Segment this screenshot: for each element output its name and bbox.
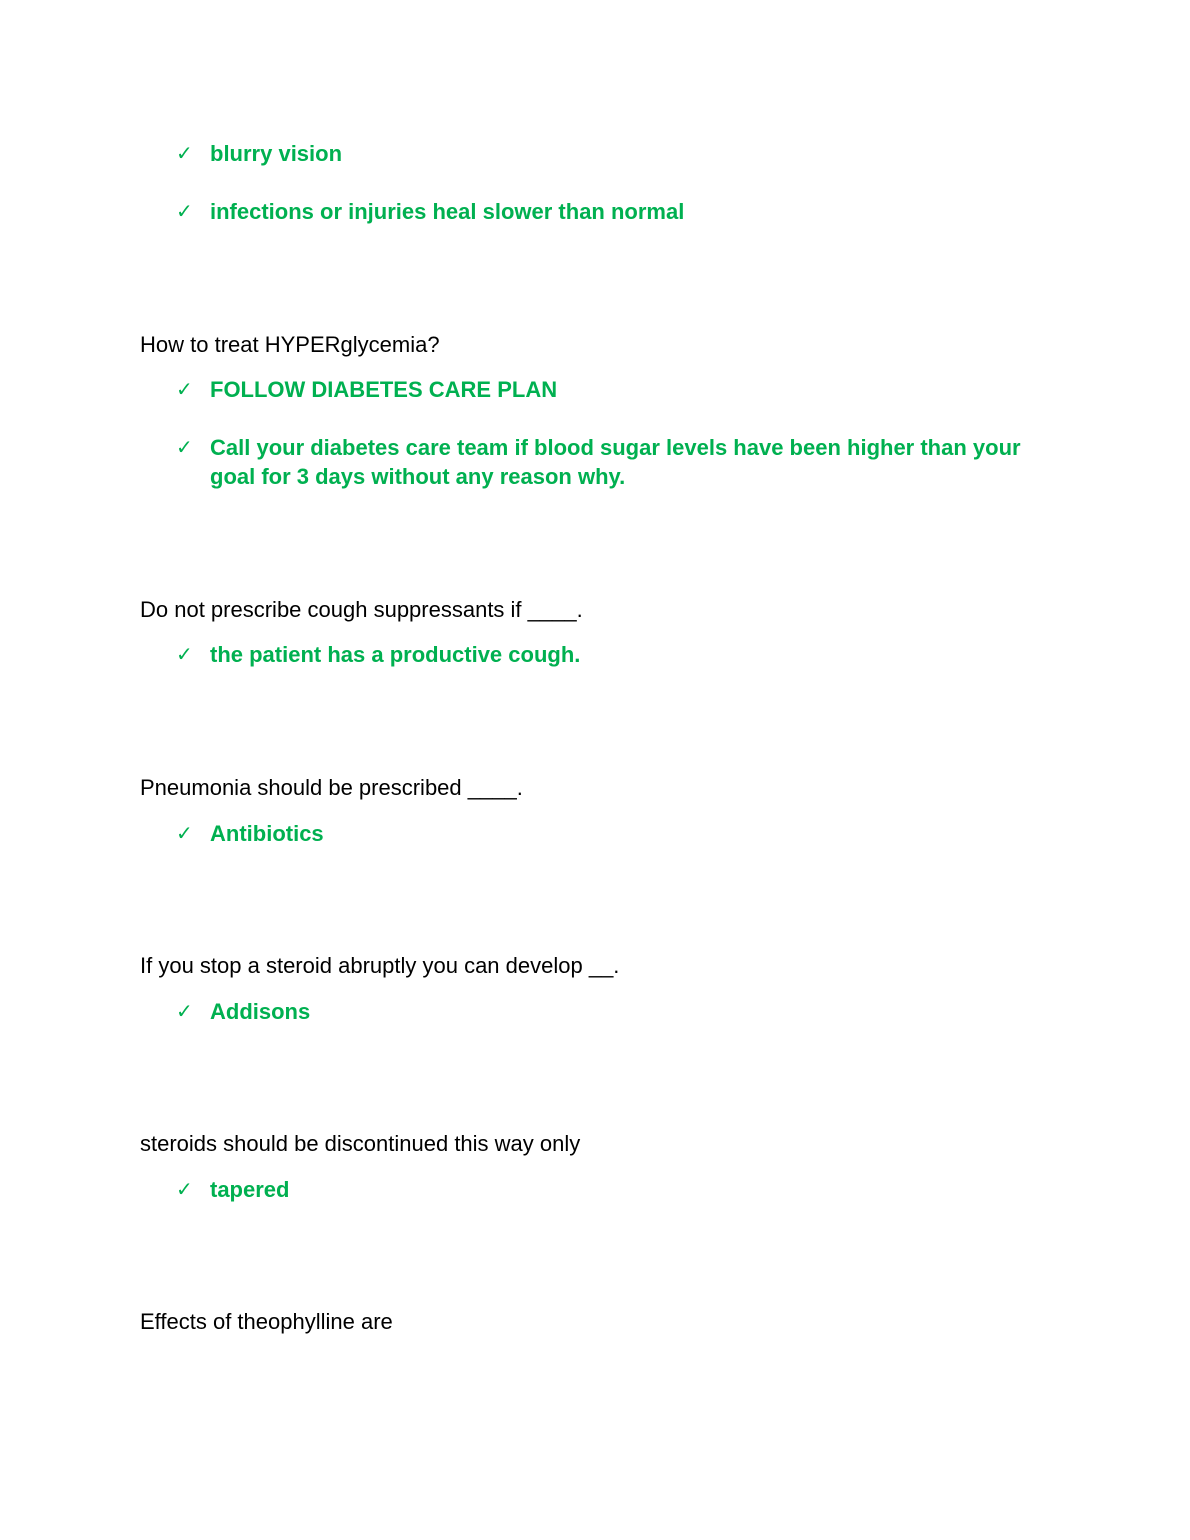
answer-item: FOLLOW DIABETES CARE PLAN — [210, 377, 558, 402]
checkmark-icon: ✓ — [176, 377, 193, 401]
checkmark-icon: ✓ — [176, 435, 193, 459]
answer-item: Antibiotics — [210, 821, 324, 846]
question-text: Effects of theophylline are — [140, 1309, 393, 1334]
answer-item: blurry vision — [210, 141, 343, 166]
question-text: Do not prescribe cough suppressants if ____. — [140, 597, 583, 622]
checkmark-icon: ✓ — [176, 141, 193, 165]
question-text: If you stop a steroid abruptly you can develop __. — [140, 953, 620, 978]
question-text: How to treat HYPERglycemia? — [140, 332, 440, 357]
checkmark-icon: ✓ — [176, 999, 193, 1023]
answer-item: the patient has a productive cough. — [210, 642, 581, 667]
checkmark-icon: ✓ — [176, 821, 193, 845]
question-text: steroids should be discontinued this way only — [140, 1131, 581, 1156]
checkmark-icon: ✓ — [176, 642, 193, 666]
answer-item: tapered — [210, 1177, 290, 1202]
answer-item: infections or injuries heal slower than normal — [210, 199, 685, 224]
checkmark-icon: ✓ — [176, 1177, 193, 1201]
question-text: Pneumonia should be prescribed ____. — [140, 775, 523, 800]
checkmark-icon: ✓ — [176, 199, 193, 223]
answer-item: Call your diabetes care team if blood sugar levels have been higher than your goal for 3 days without any reason why. — [210, 435, 1021, 489]
answer-item: Addisons — [210, 999, 311, 1024]
